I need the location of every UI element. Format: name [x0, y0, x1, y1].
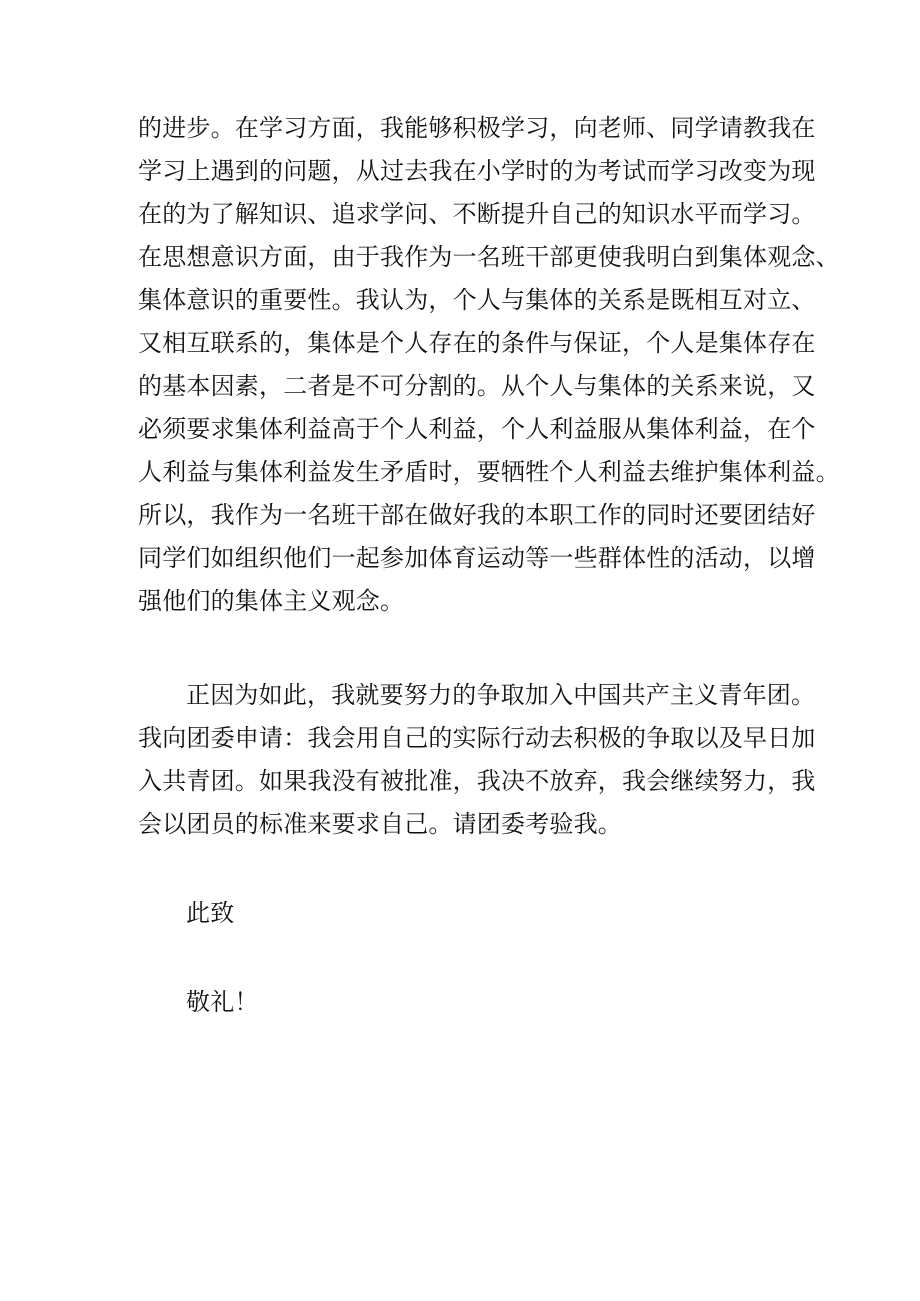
- paragraph-1-line-4: 在思想意识方面，由于我作为一名班干部更使我明白到集体观念、: [138, 243, 840, 271]
- paragraph-1-line-7: 的基本因素，二者是不可分割的。从个人与集体的关系来说，又: [138, 372, 816, 400]
- paragraph-1-line-5: 集体意识的重要性。我认为，个人与集体的关系是既相互对立、: [138, 286, 816, 314]
- paragraph-1-line-10: 所以，我作为一名班干部在做好我的本职工作的同时还要团结好: [138, 501, 816, 529]
- paragraph-1-line-3: 在的为了解知识、追求学问、不断提升自己的知识水平而学习。: [138, 200, 816, 228]
- paragraph-2-line-4: 会以团员的标准来要求自己。请团委考验我。: [138, 810, 622, 838]
- paragraph-2-line-2: 我向团委申请：我会用自己的实际行动去积极的争取以及早日加: [138, 724, 816, 752]
- paragraph-2-line-3: 入共青团。如果我没有被批准，我决不放弃，我会继续努力，我: [138, 767, 816, 795]
- paragraph-1-line-11: 同学们如组织他们一起参加体育运动等一些群体性的活动，以增: [138, 544, 816, 572]
- paragraph-1-line-12: 强他们的集体主义观念。: [138, 587, 405, 615]
- paragraph-2-line-1: 正因为如此，我就要努力的争取加入中国共产主义青年团。: [186, 681, 816, 709]
- paragraph-1-line-9: 人利益与集体利益发生矛盾时，要牺牲个人利益去维护集体利益。: [138, 458, 840, 486]
- paragraph-1-line-6: 又相互联系的，集体是个人存在的条件与保证，个人是集体存在: [138, 329, 816, 357]
- closing-regards: 敬礼！: [186, 988, 259, 1016]
- paragraph-1-line-2: 学习上遇到的问题，从过去我在小学时的为考试而学习改变为现: [138, 157, 816, 185]
- closing-salutation: 此致: [186, 899, 235, 927]
- paragraph-1-line-1: 的进步。在学习方面，我能够积极学习，向老师、同学请教我在: [138, 114, 816, 142]
- paragraph-1-line-8: 必须要求集体利益高于个人利益，个人利益服从集体利益，在个: [138, 415, 816, 443]
